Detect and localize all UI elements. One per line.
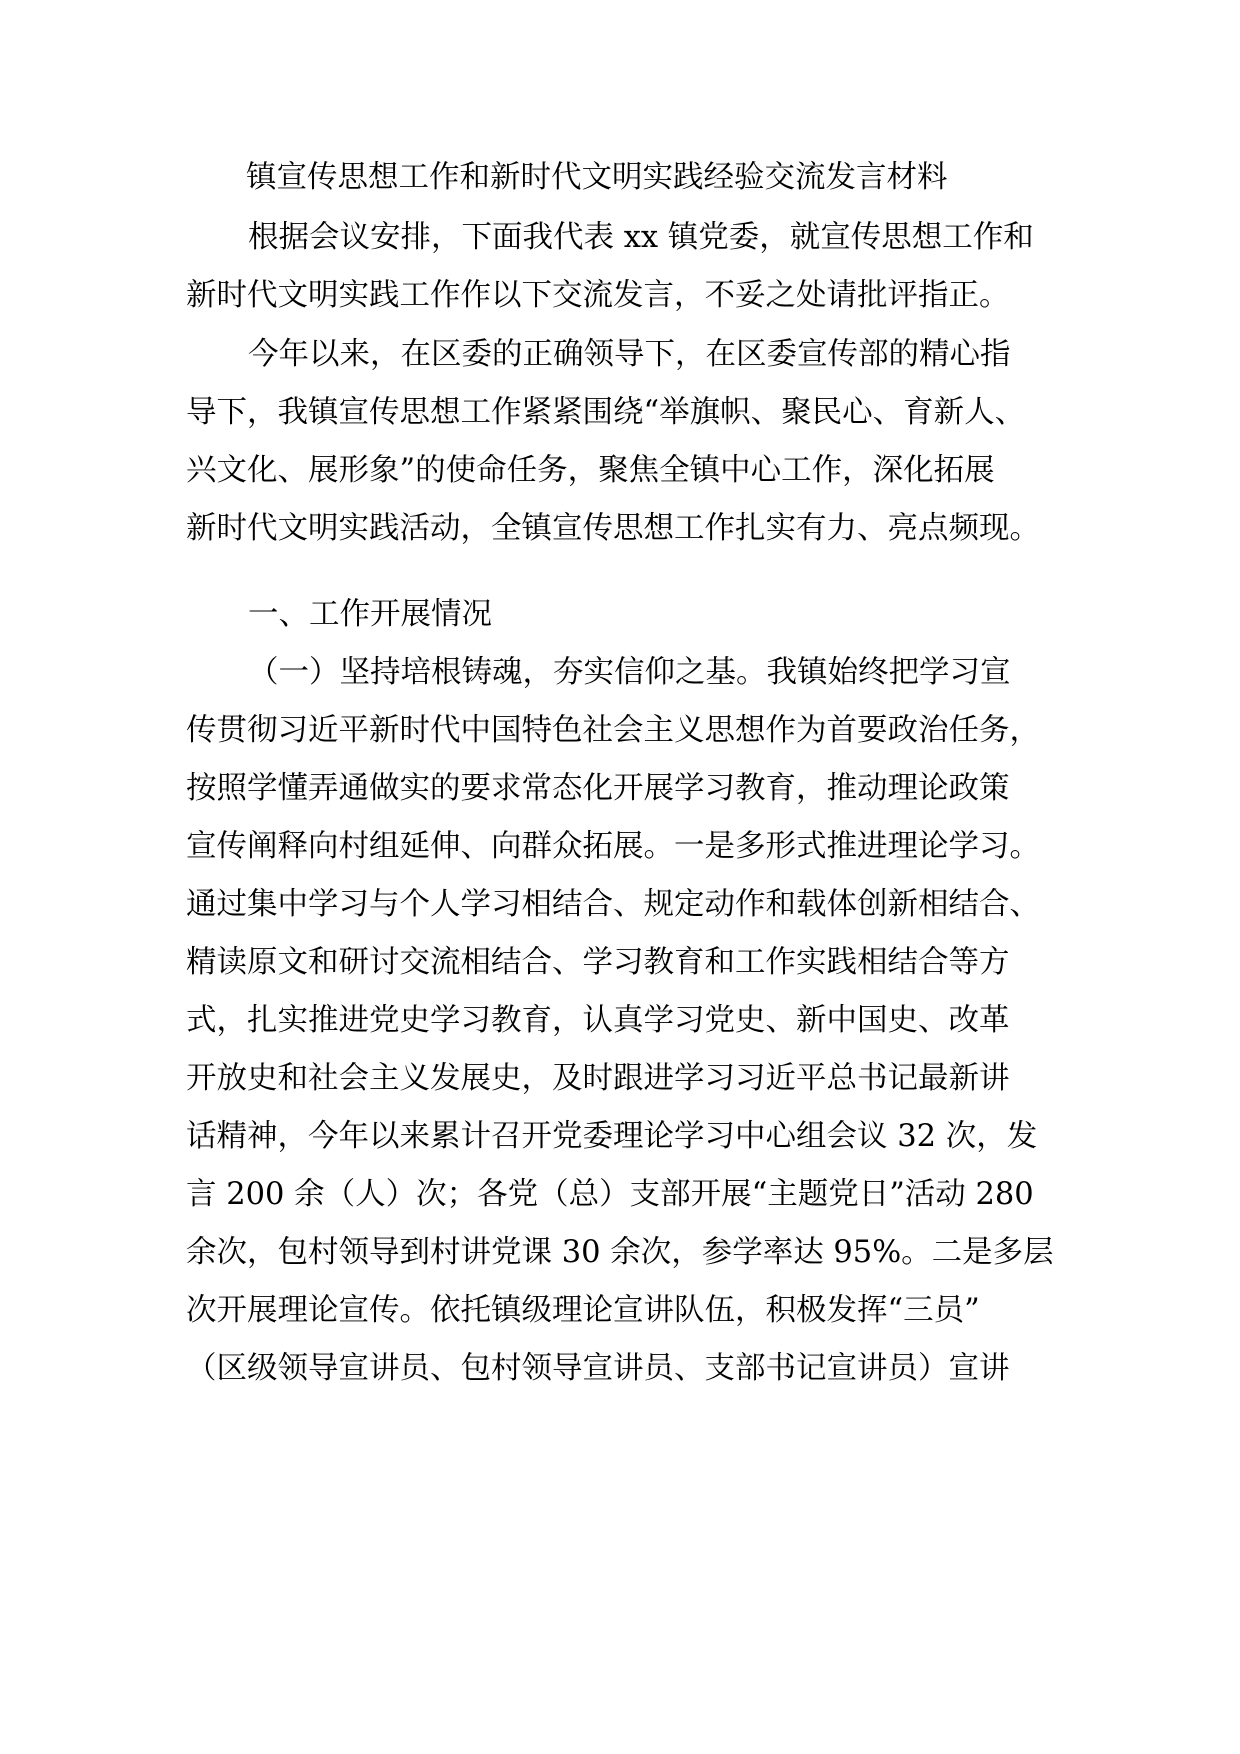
paragraph-line: 导下，我镇宣传思想工作紧紧围绕“举旗帜、聚民心、育新人、 bbox=[186, 395, 1026, 430]
paragraph-line: 今年以来，在区委的正确领导下，在区委宣传部的精心指 bbox=[248, 337, 1011, 372]
paragraph-line: 兴文化、展形象”的使命任务，聚焦全镇中心工作，深化拓展 bbox=[186, 453, 995, 488]
paragraph-line: 次开展理论宣传。依托镇级理论宣讲队伍，积极发挥“三员” bbox=[186, 1293, 980, 1328]
paragraph-line: 新时代文明实践活动，全镇宣传思想工作扎实有力、亮点频现。 bbox=[186, 511, 1040, 546]
paragraph-line: 传贯彻习近平新时代中国特色社会主义思想作为首要政治任务， bbox=[186, 713, 1040, 748]
paragraph-line: 余次，包村领导到村讲党课 30 余次，参学率达 95%。二是多层 bbox=[186, 1235, 1054, 1270]
paragraph-line: 按照学懂弄通做实的要求常态化开展学习教育，推动理论政策 bbox=[186, 771, 1010, 806]
paragraph-line: 话精神，今年以来累计召开党委理论学习中心组会议 32 次，发 bbox=[186, 1119, 1038, 1154]
paragraph-line: 言 200 余（人）次；各党（总）支部开展“主题党日”活动 280 bbox=[186, 1177, 1034, 1212]
paragraph-line: 开放史和社会主义发展史，及时跟进学习习近平总书记最新讲 bbox=[186, 1061, 1010, 1096]
paragraph-line: 根据会议安排，下面我代表 xx 镇党委，就宣传思想工作和 bbox=[248, 220, 1034, 255]
paragraph-line: （一）坚持培根铸魂，夯实信仰之基。我镇始终把学习宣 bbox=[248, 655, 1011, 690]
section-heading: 一、工作开展情况 bbox=[248, 597, 492, 632]
document-title: 镇宣传思想工作和新时代文明实践经验交流发言材料 bbox=[246, 160, 948, 195]
paragraph-line: （区级领导宣讲员、包村领导宣讲员、支部书记宣讲员）宣讲 bbox=[186, 1351, 1010, 1386]
paragraph-line: 新时代文明实践工作作以下交流发言，不妥之处请批评指正。 bbox=[186, 278, 1010, 313]
paragraph-line: 精读原文和研讨交流相结合、学习教育和工作实践相结合等方 bbox=[186, 945, 1010, 980]
paragraph-line: 式，扎实推进党史学习教育，认真学习党史、新中国史、改革 bbox=[186, 1003, 1010, 1038]
paragraph-line: 宣传阐释向村组延伸、向群众拓展。一是多形式推进理论学习。 bbox=[186, 829, 1040, 864]
paragraph-line: 通过集中学习与个人学习相结合、规定动作和载体创新相结合、 bbox=[186, 887, 1040, 922]
